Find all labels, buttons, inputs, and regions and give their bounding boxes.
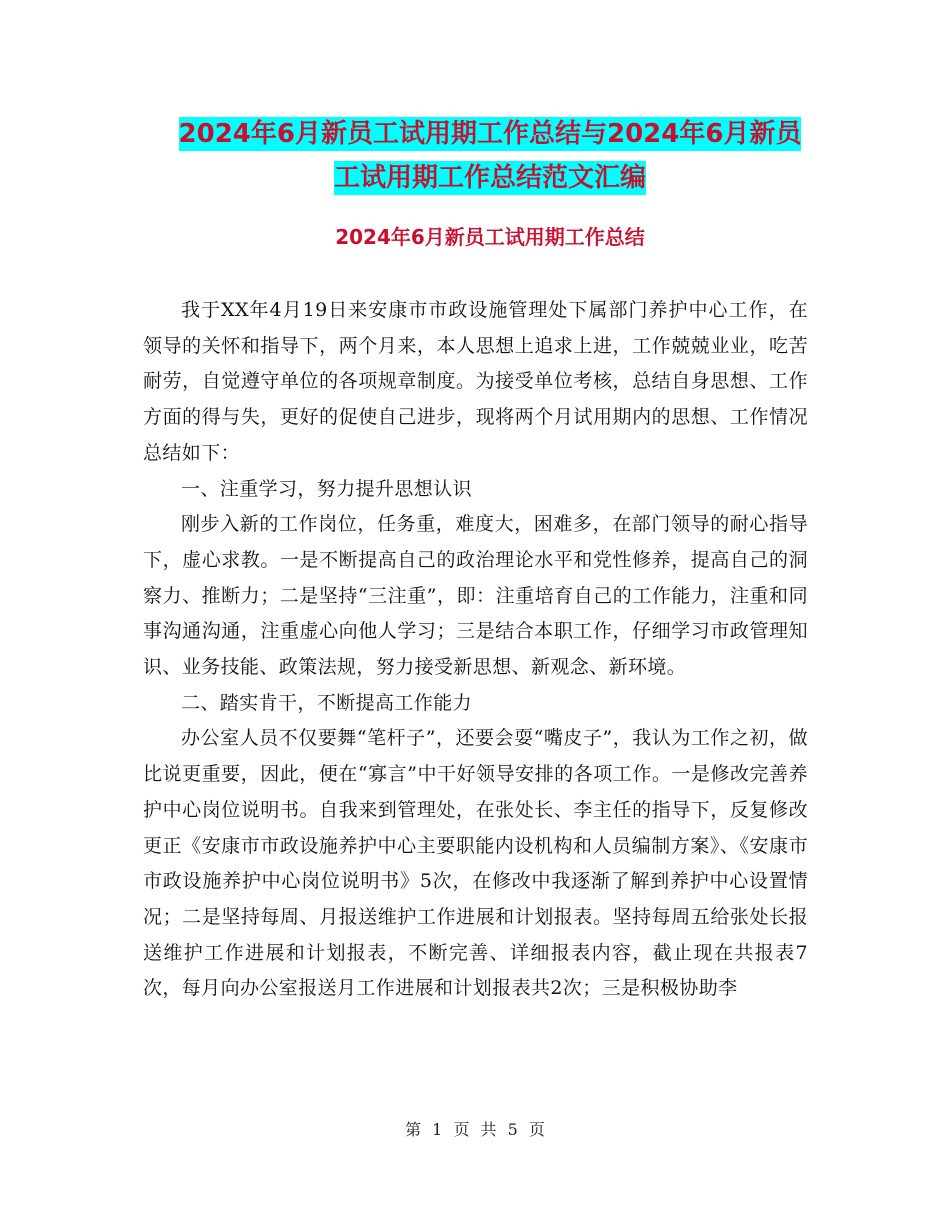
document-title-line-1: 2024年6月新员工试用期工作总结与2024年6月新员 (178, 119, 802, 149)
document-title-line-2: 工试用期工作总结范文汇编 (333, 163, 646, 193)
paragraph-work-ability: 办公室人员不仅要舞“笔杆子”，还要会耍“嘴皮子”，我认为工作之初，做比说更重要，因此，便在“寡言”中干好领导安排的各项工作。一是修改完善养护中心岗位说明书。自我来到管理处，在张处长、李主任的指导下，反复修改更正《安康市市政设施养护中心主要职能内设机构和人员编制方案》、《安康市市政设施养护中心岗位说明书》5次，在修改中我逐渐了解到养护中心设置情况；二是坚持每周、月报送维护工作进展和计划报表。坚持每周五给张处长报送维护工作进展和计划报表，不断完善、详细报表内容，截止现在共报表7次，每月向办公室报送月工作进展和计划报表共2次；三是积极协助李 (143, 727, 808, 1000)
document-body (143, 293, 808, 1007)
paragraph-intro: 我于XX年4月19日来安康市市政设施管理处下属部门养护中心工作，在领导的关怀和指导下，两个月来，本人思想上追求上进，工作兢兢业业，吃苦耐劳，自觉遵守单位的各项规章制度。为接受单位考核，总结自身思想、工作方面的得与失，更好的促使自己进步，现将两个月试用期内的思想、工作情况总结如下： (143, 299, 808, 464)
document-title (140, 112, 840, 200)
page-footer: 第 1 页 共 5 页 (405, 1120, 545, 1139)
paragraph-study: 刚步入新的工作岗位，任务重，难度大，困难多，在部门领导的耐心指导下，虚心求教。一是不断提高自己的政治理论水平和党性修养，提高自己的洞察力、推断力；二是坚持“三注重”，即：注重培育自己的工作能力，注重和同事沟通沟通，注重虚心向他人学习；三是结合本职工作，仔细学习市政管理知识、业务技能、政策法规，努力接受新思想、新观念、新环境。 (143, 513, 808, 679)
heading-study: 一、注重学习，努力提升思想认识 (181, 477, 473, 500)
section-title: 2024年6月新员工试用期工作总结 (335, 225, 645, 249)
heading-work-ability: 二、踏实肯干，不断提高工作能力 (181, 691, 473, 714)
